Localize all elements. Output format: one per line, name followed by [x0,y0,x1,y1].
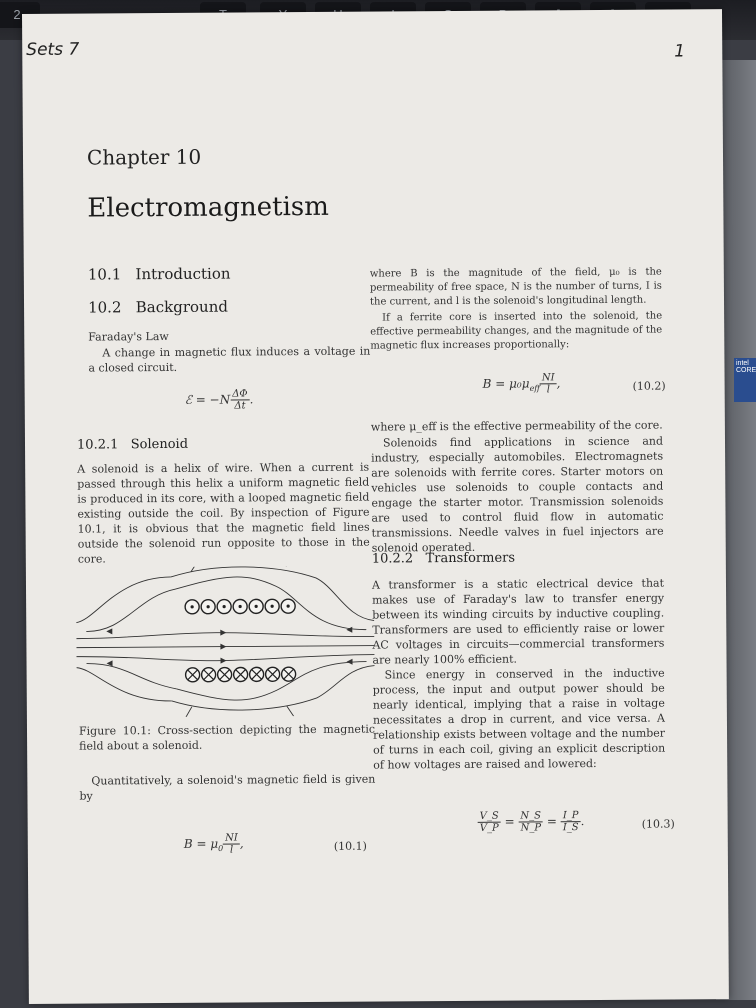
solenoid-figure [76,566,375,718]
chapter-title: Electromagnetism [87,191,329,224]
equation-10-1 [184,832,244,855]
equation-subscript: eff [529,383,540,393]
fraction-numerator: V_S [478,811,501,823]
equals-sign: = [504,814,515,829]
faraday-law-text: A change in magnetic flux induces a voltage in a closed circuit. [88,344,371,375]
right-paragraph-4: Solenoids find applications in science and industry, especially automobiles. Electromagnets are solenoids with ferrite cores. Starter motors on vehicles use solenoids to couple contacts and engage the starter motor. Transmission solenoids are used to control fluid flow in automatic transmissions. Needle valves in fuel injectors are solenoid operated. [371,434,664,555]
arrow-icon [220,630,226,636]
field-line [287,706,295,718]
equation-number-10-1: (10.1) [333,839,367,853]
equation-fraction [540,372,557,395]
equation-tail: . [249,392,254,407]
equation-fraction [230,388,250,411]
faraday-law-title: Faraday's Law [88,329,169,344]
equation-fraction [478,811,501,834]
fraction-numerator: ΔΦ [230,388,250,400]
equation-number-10-3: (10.3) [641,817,675,831]
right-paragraph-3: where μ_eff is the effective permeability of the core. [370,418,663,434]
transformers-paragraph: A transformer is a static electrical device that makes use of Faraday's law to transfer energy between its winding circuits by inductive coupling. Transformers are used to efficiently raise or lower AC voltages in circuits—commercial transformers are nearly 100% efficient. [371,576,665,667]
fraction-numerator: NI [540,372,557,384]
handwritten-note: Sets 7 [26,39,80,60]
field-line [77,667,172,702]
equation-tail: . [580,814,585,829]
subsection-heading-transformers: 10.2.2 Transformers [371,550,516,567]
fraction-numerator: N_S [518,810,543,822]
energy-paragraph: Since energy in conserved in the inductive process, the input and output power should be nearly identical, implying that a raise in voltage necessitates a drop in current, and vice versa. A relationship exists between voltage and the number of turns in each coil, giving an explicit description of how voltages are raised and lowered: [372,666,666,772]
section-heading-intro: 10.1 Introduction [87,264,231,284]
equation-tail: , [556,376,561,391]
chapter-label: Chapter 10 [86,144,202,170]
arrow-icon [220,658,226,664]
equation-10-3 [478,810,585,834]
equation-10-2 [483,372,561,396]
equation-fraction [561,810,581,833]
fraction-denominator: Δt [234,400,246,412]
equation-lhs: B = μ₀μ [482,376,530,391]
key: 2 [0,2,40,28]
fraction-denominator: V_P [479,822,499,834]
section-heading-background: 10.2 Background [87,297,229,317]
field-line [76,577,171,623]
equation-subscript: 0 [218,844,224,854]
arrow-icon [220,644,226,650]
right-paragraph-1: where B is the magnitude of the field, μ₀ is the permeability of free space, N is the number of turns, I is the current, and l is the solenoid's longitudinal length. [369,266,662,308]
intel-sticker: intel CORE [734,358,756,402]
arrow-icon [106,628,112,634]
equals-sign: = [546,814,557,829]
arrow-icon [346,627,352,633]
figure-caption: Figure 10.1: Cross-section depicting the magnetic field about a solenoid. [78,722,376,753]
solenoid-paragraph: A solenoid is a helix of wire. When a current is passed through this helix a uniform magnetic field is produced in its core, with a looped magnetic field existing outside the coil. By inspection of Figure 10.1, it is obvious that the magnetic field lines outside the solenoid run opposite to those in the core. [77,460,370,566]
quantitative-paragraph: Quantitatively, a solenoid's magnetic field is given by [79,772,376,803]
handwritten-page-number: 1 [674,41,686,62]
paper-page [22,9,729,1004]
equation-number-10-2: (10.2) [632,379,666,393]
equation-fraction [518,810,543,833]
field-line [87,663,177,690]
equation-fraction [223,832,240,855]
fraction-numerator: NI [223,832,240,844]
field-line [286,566,296,567]
fraction-denominator: l [229,844,234,856]
equation-tail: , [239,836,244,851]
fraction-numerator: I_P [561,810,581,822]
equation-faraday [185,388,254,411]
fraction-denominator: I_S [562,822,579,834]
equation-lhs: B = μ [183,836,219,851]
fraction-denominator: l [546,384,550,396]
equation-lhs: ℰ = −N [184,392,231,407]
field-line [185,707,192,718]
subsection-heading-solenoid: 10.2.1 Solenoid [76,436,189,453]
field-line [86,589,176,632]
arrow-icon [347,659,353,665]
fraction-denominator: N_P [520,822,542,834]
right-paragraph-2: If a ferrite core is inserted into the solenoid, the effective permeability changes, and the magnitude of the magnetic flux increases proportionally: [370,310,663,352]
